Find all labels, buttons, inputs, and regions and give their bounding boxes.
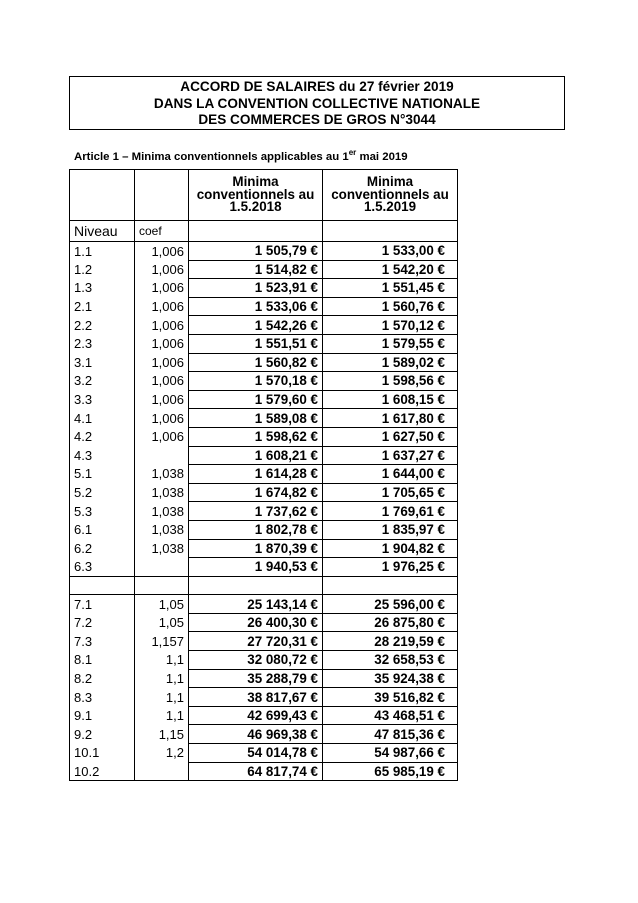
table-row [70, 502, 458, 521]
cell-minima-2019: 1 560,76 € [323, 297, 458, 316]
cell-minima-2018: 1 608,21 € [189, 446, 323, 465]
table-label-row [70, 221, 458, 242]
table-row [70, 558, 458, 577]
table-row [70, 762, 458, 781]
cell-minima-2019: 1 617,80 € [323, 409, 458, 428]
cell-minima-2019: 39 516,82 € [323, 688, 458, 707]
cell-minima-2019: 1 589,02 € [323, 353, 458, 372]
table-row [70, 297, 458, 316]
cell-coef: 1,1 [135, 669, 189, 688]
cell-coef: 1,038 [135, 502, 189, 521]
cell-minima-2019: 1 579,55 € [323, 334, 458, 353]
cell-minima-2019: 1 835,97 € [323, 520, 458, 539]
cell-niveau: 6.1 [70, 520, 135, 539]
cell-coef: 1,006 [135, 372, 189, 391]
cell-minima-2018: 54 014,78 € [189, 744, 323, 763]
cell-minima-2018: 42 699,43 € [189, 706, 323, 725]
cell-minima-2019: 35 924,38 € [323, 669, 458, 688]
cell-niveau: 2.2 [70, 316, 135, 335]
cell-minima-2018: 27 720,31 € [189, 632, 323, 651]
table-row [70, 242, 458, 261]
col-coef-label: coef [135, 221, 189, 242]
cell-niveau: 6.2 [70, 539, 135, 558]
table-row [70, 520, 458, 539]
table-row [70, 334, 458, 353]
cell-coef: 1,1 [135, 651, 189, 670]
cell-minima-2018: 25 143,14 € [189, 595, 323, 614]
cell-minima-2019: 25 596,00 € [323, 595, 458, 614]
table-header-row [70, 170, 458, 221]
header-minima-2018: Minima conventionnels au 1.5.2018 [189, 170, 323, 221]
cell-minima-2018: 26 400,30 € [189, 613, 323, 632]
cell-minima-2019: 43 468,51 € [323, 706, 458, 725]
cell-niveau: 5.3 [70, 502, 135, 521]
cell-minima-2019: 1 705,65 € [323, 483, 458, 502]
cell-coef: 1,006 [135, 242, 189, 261]
cell-niveau: 6.3 [70, 558, 135, 577]
cell-coef: 1,15 [135, 725, 189, 744]
table-row [70, 390, 458, 409]
table-row [70, 613, 458, 632]
cell-niveau: 8.2 [70, 669, 135, 688]
cell-coef: 1,006 [135, 409, 189, 428]
cell-minima-2018: 1 533,06 € [189, 297, 323, 316]
cell-coef [135, 762, 189, 781]
cell-niveau: 2.3 [70, 334, 135, 353]
salary-table [69, 169, 458, 781]
cell-coef: 1,157 [135, 632, 189, 651]
cell-niveau: 4.3 [70, 446, 135, 465]
cell-minima-2019: 32 658,53 € [323, 651, 458, 670]
cell-minima-2019: 1 598,56 € [323, 372, 458, 391]
cell-coef: 1,038 [135, 483, 189, 502]
cell-minima-2019: 1 769,61 € [323, 502, 458, 521]
cell-minima-2018: 38 817,67 € [189, 688, 323, 707]
title-line-2: DANS LA CONVENTION COLLECTIVE NATIONALE [153, 95, 481, 111]
table-row [70, 409, 458, 428]
cell-minima-2019: 47 815,36 € [323, 725, 458, 744]
cell-minima-2018: 1 802,78 € [189, 520, 323, 539]
cell-niveau: 4.1 [70, 409, 135, 428]
cell-niveau: 3.2 [70, 372, 135, 391]
table-row [70, 260, 458, 279]
cell-minima-2019: 65 985,19 € [323, 762, 458, 781]
cell-niveau: 1.3 [70, 279, 135, 298]
cell-minima-2018: 1 579,60 € [189, 390, 323, 409]
col-empty-2018 [189, 221, 323, 242]
table-row [70, 279, 458, 298]
table-row [70, 632, 458, 651]
cell-minima-2018: 32 080,72 € [189, 651, 323, 670]
cell-minima-2018: 46 969,38 € [189, 725, 323, 744]
cell-niveau: 8.1 [70, 651, 135, 670]
cell-coef: 1,05 [135, 595, 189, 614]
cell-minima-2019: 26 875,80 € [323, 613, 458, 632]
cell-minima-2018: 1 523,91 € [189, 279, 323, 298]
cell-minima-2018: 1 514,82 € [189, 260, 323, 279]
cell-minima-2018: 64 817,74 € [189, 762, 323, 781]
cell-niveau: 7.2 [70, 613, 135, 632]
cell-coef: 1,006 [135, 353, 189, 372]
cell-niveau: 9.1 [70, 706, 135, 725]
article-sup: er [348, 148, 357, 157]
table-row [70, 372, 458, 391]
cell-coef: 1,006 [135, 390, 189, 409]
cell-minima-2019: 54 987,66 € [323, 744, 458, 763]
cell-coef: 1,038 [135, 465, 189, 484]
header-minima-2019: Minima conventionnels au 1.5.2019 [323, 170, 458, 221]
cell-coef: 1,006 [135, 427, 189, 446]
cell-minima-2019: 1 533,00 € [323, 242, 458, 261]
cell-minima-2018: 1 505,79 € [189, 242, 323, 261]
cell-coef: 1,038 [135, 539, 189, 558]
table-row [70, 353, 458, 372]
cell-coef [135, 446, 189, 465]
cell-minima-2018: 1 589,08 € [189, 409, 323, 428]
cell-coef: 1,006 [135, 334, 189, 353]
cell-niveau: 7.1 [70, 595, 135, 614]
cell-coef: 1,05 [135, 613, 189, 632]
article-heading [74, 148, 408, 163]
cell-coef: 1,006 [135, 316, 189, 335]
cell-niveau: 5.1 [70, 465, 135, 484]
cell-minima-2019: 1 637,27 € [323, 446, 458, 465]
cell-niveau: 7.3 [70, 632, 135, 651]
article-suffix: mai 2019 [356, 150, 408, 163]
title-line-1: ACCORD DE SALAIRES du 27 février 2019 [180, 79, 454, 94]
cell-minima-2018: 1 542,26 € [189, 316, 323, 335]
cell-minima-2019: 1 608,15 € [323, 390, 458, 409]
col-empty-2019 [323, 221, 458, 242]
table-row [70, 651, 458, 670]
cell-minima-2019: 1 904,82 € [323, 539, 458, 558]
cell-niveau: 1.2 [70, 260, 135, 279]
cell-niveau: 4.2 [70, 427, 135, 446]
cell-minima-2019: 1 644,00 € [323, 465, 458, 484]
cell-minima-2018: 1 940,53 € [189, 558, 323, 577]
cell-niveau: 1.1 [70, 242, 135, 261]
table-row [70, 316, 458, 335]
table-row [70, 669, 458, 688]
cell-coef: 1,1 [135, 688, 189, 707]
header-empty-niveau [70, 170, 135, 221]
cell-niveau: 10.1 [70, 744, 135, 763]
cell-coef [135, 558, 189, 577]
cell-minima-2018: 1 737,62 € [189, 502, 323, 521]
header-empty-coef [135, 170, 189, 221]
cell-minima-2018 [189, 576, 323, 595]
table-row [70, 595, 458, 614]
cell-niveau: 10.2 [70, 762, 135, 781]
cell-minima-2019: 28 219,59 € [323, 632, 458, 651]
table-row [70, 725, 458, 744]
title-line-3: DES COMMERCES DE GROS N°3044 [198, 112, 436, 127]
cell-coef [135, 576, 189, 595]
cell-coef: 1,2 [135, 744, 189, 763]
table-row [70, 688, 458, 707]
table-row [70, 446, 458, 465]
cell-niveau: 8.3 [70, 688, 135, 707]
cell-coef: 1,006 [135, 279, 189, 298]
cell-minima-2018: 1 870,39 € [189, 539, 323, 558]
cell-coef: 1,1 [135, 706, 189, 725]
cell-niveau: 2.1 [70, 297, 135, 316]
cell-minima-2018: 1 614,28 € [189, 465, 323, 484]
cell-niveau: 9.2 [70, 725, 135, 744]
cell-minima-2018: 1 560,82 € [189, 353, 323, 372]
cell-niveau: 3.3 [70, 390, 135, 409]
cell-minima-2019 [323, 576, 458, 595]
table-row [70, 576, 458, 595]
cell-coef: 1,006 [135, 260, 189, 279]
cell-minima-2018: 35 288,79 € [189, 669, 323, 688]
article-text: Article 1 – Minima conventionnels applicables au 1 [74, 150, 349, 163]
cell-coef: 1,006 [135, 297, 189, 316]
table-row [70, 706, 458, 725]
document-title-box [69, 76, 565, 130]
table-row [70, 465, 458, 484]
table-row [70, 427, 458, 446]
cell-minima-2018: 1 674,82 € [189, 483, 323, 502]
cell-minima-2019: 1 976,25 € [323, 558, 458, 577]
cell-niveau [70, 576, 135, 595]
cell-minima-2018: 1 570,18 € [189, 372, 323, 391]
cell-minima-2019: 1 570,12 € [323, 316, 458, 335]
cell-minima-2018: 1 551,51 € [189, 334, 323, 353]
cell-minima-2019: 1 627,50 € [323, 427, 458, 446]
table-row [70, 539, 458, 558]
cell-niveau: 5.2 [70, 483, 135, 502]
col-niveau-label: Niveau [70, 221, 135, 242]
cell-minima-2018: 1 598,62 € [189, 427, 323, 446]
cell-coef: 1,038 [135, 520, 189, 539]
cell-minima-2019: 1 542,20 € [323, 260, 458, 279]
table-row [70, 483, 458, 502]
table-row [70, 744, 458, 763]
cell-niveau: 3.1 [70, 353, 135, 372]
cell-minima-2019: 1 551,45 € [323, 279, 458, 298]
